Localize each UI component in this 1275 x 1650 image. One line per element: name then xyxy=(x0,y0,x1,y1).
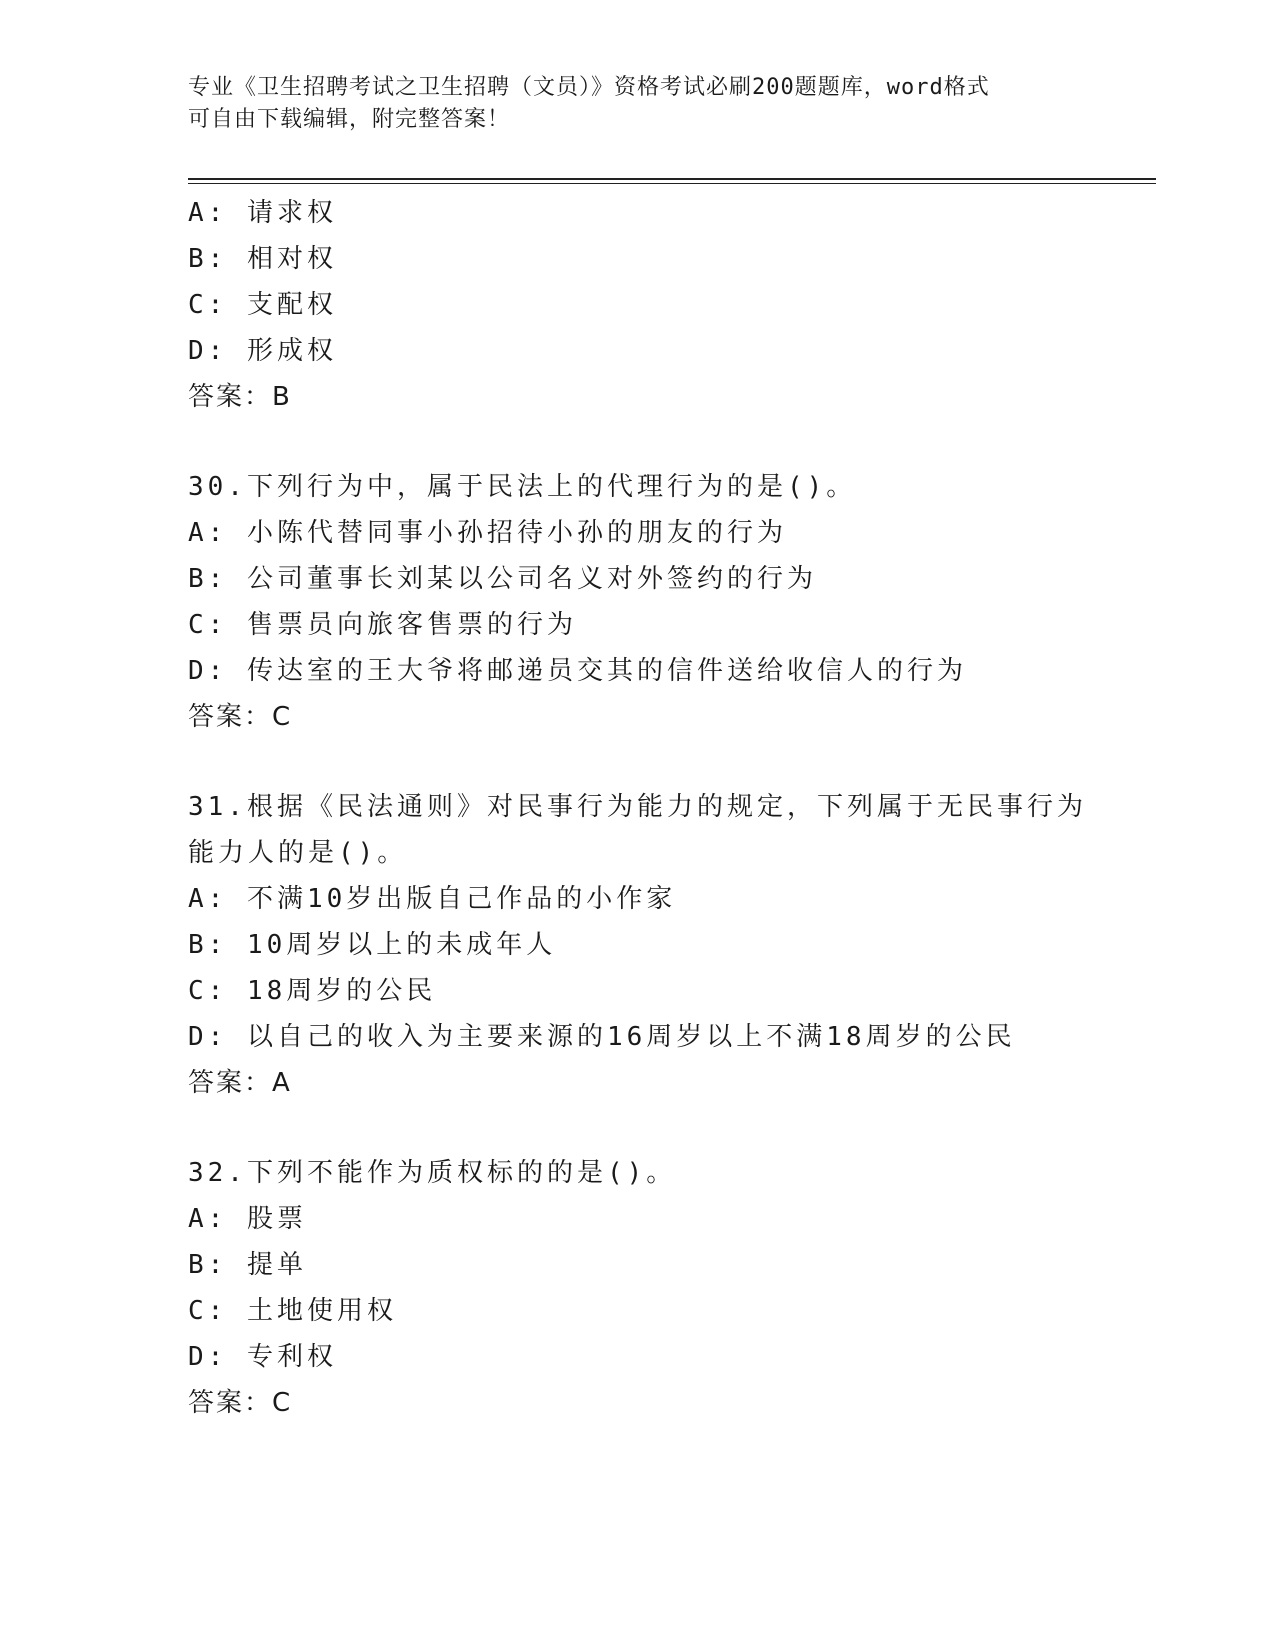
question-30 xyxy=(188,464,1108,740)
option-c: C: 支配权 xyxy=(188,290,337,320)
option-b: B: 10周岁以上的未成年人 xyxy=(188,930,557,960)
header-line-1: 专业《卫生招聘考试之卫生招聘（文员）》资格考试必刷200题题库，word格式 xyxy=(188,75,990,100)
option-d: D: 以自己的收入为主要来源的16周岁以上不满18周岁的公民 xyxy=(188,1022,1016,1052)
header-line-2: 可自由下载编辑，附完整答案！ xyxy=(188,107,511,132)
question-text: 31.根据《民法通则》对民事行为能力的规定，下列属于无民事行为能力人的是()。 xyxy=(188,792,1087,868)
document-header xyxy=(188,72,1088,136)
option-b: B: 公司董事长刘某以公司名义对外签约的行为 xyxy=(188,564,817,594)
header-divider-thin xyxy=(188,183,1156,184)
question-31 xyxy=(188,784,1108,1106)
question-29-continued xyxy=(188,190,1108,420)
option-a: A: 股票 xyxy=(188,1204,307,1234)
answer-label: 答案：C xyxy=(188,1388,293,1418)
question-32 xyxy=(188,1150,1108,1426)
option-b: B: 提单 xyxy=(188,1250,307,1280)
option-c: C: 土地使用权 xyxy=(188,1296,397,1326)
option-a: A: 请求权 xyxy=(188,198,337,228)
header-divider-thick xyxy=(188,178,1156,180)
question-text: 30.下列行为中，属于民法上的代理行为的是()。 xyxy=(188,472,857,502)
question-text: 32.下列不能作为质权标的的是()。 xyxy=(188,1158,677,1188)
option-d: D: 传达室的王大爷将邮递员交其的信件送给收信人的行为 xyxy=(188,656,967,686)
option-a: A: 小陈代替同事小孙招待小孙的朋友的行为 xyxy=(188,518,787,548)
option-c: C: 售票员向旅客售票的行为 xyxy=(188,610,577,640)
option-a: A: 不满10岁出版自己作品的小作家 xyxy=(188,884,677,914)
option-c: C: 18周岁的公民 xyxy=(188,976,437,1006)
question-list xyxy=(188,190,1108,1426)
answer-label: 答案：A xyxy=(188,1068,292,1098)
option-d: D: 形成权 xyxy=(188,336,337,366)
option-b: B: 相对权 xyxy=(188,244,337,274)
option-d: D: 专利权 xyxy=(188,1342,337,1372)
answer-label: 答案：C xyxy=(188,702,293,732)
answer-label: 答案：B xyxy=(188,382,292,412)
